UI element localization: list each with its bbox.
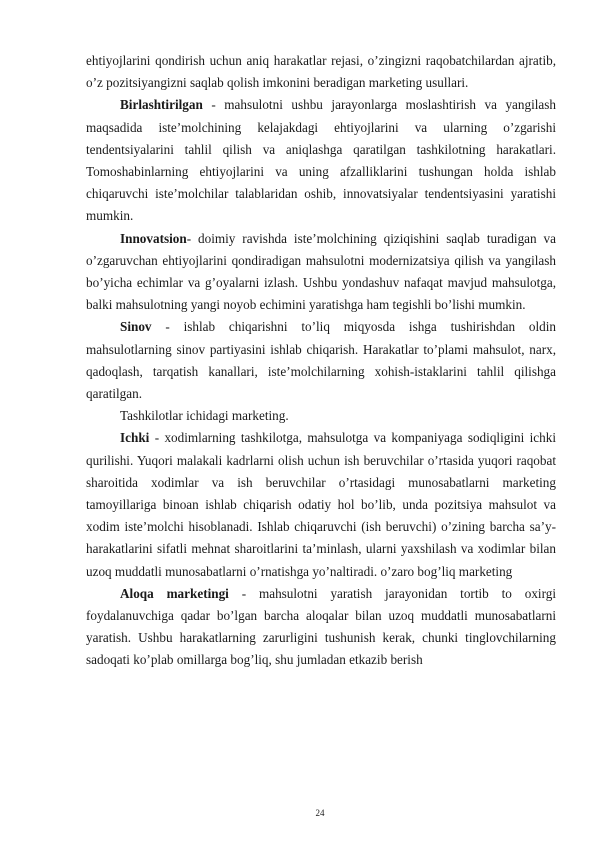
body-text <box>86 50 556 672</box>
paragraph-text: - mahsulotni yaratish jarayonidan tortib to oxirgi foydalanuvchiga qadar bo’lgan barcha aloqalar bilan uzoq muddatli munosabatlarni yaratish. Ushbu harakatlarning zarurligini tushunish kerak, chunki tinglovchilarning sadoqati ko’plab omillarga bog’liq, shu jumladan etkazib berish <box>86 585 556 668</box>
paragraph-text: - ishlab chiqarishni to’liq miqyosda ishga tushirishdan oldin mahsulotlarning sinov partiyasini ishlab chiqarish. Harakatlar to’plami mahsulot, narx, qadoqlash, tarqatish kanallari, iste’molchilarning xohish-istaklarini tahlil qilishga qaratilgan. <box>86 319 556 402</box>
term-aloqa-marketingi: Aloqa marketingi <box>120 585 229 601</box>
paragraph-text: - xodimlarning tashkilotga, mahsulotga va kompaniyaga sodiqligini ichki qurilishi. Yuqori malakali kadrlarni olish uchun ish beruvchilar o’rtasida yuqori raqobat sharoitida xodimlar va ish beruvchilar o’rtasidagi munosabatlarni marketing tamoyillariga binoan ishlab chiqarish odatiy hol bo’lib, unda pozitsiya mahsulot va xodim iste’molchi hisoblanadi. Ishlab chiqaruvchi (ish beruvchi) o’zining barcha sa’y-harakatlarini sifatli mehnat sharoitlarini ta’minlash, ularni yaxshilash va xodimlar bilan uzoq muddatli munosabatlarni o’rnatishga yo’naltiradi. o’zaro bog’liq marketing <box>86 430 556 579</box>
term-innovatsion: Innovatsion <box>120 230 187 246</box>
paragraph-continuation <box>86 50 556 94</box>
paragraph-text: - doimiy ravishda iste’molchining qiziqishini saqlab turadigan va o’zgaruvchan ehtiyojlarini qondiradigan mahsulotni modernizatsiya qilish va yangilash bo’yicha echimlar va g’oyalarni izlash. Ushbu yondashuv nafaqat mavjud mahsulotga, balki mahsulotning yangi noyob echimini yaratishga ham tegishli bo’lishi mumkin. <box>86 230 556 313</box>
term-birlashtirilgan: Birlashtirilgan <box>120 97 203 113</box>
paragraph-text: ehtiyojlarini qondirish uchun aniq harakatlar rejasi, o’zingizni raqobatchilardan ajratib, o’z pozitsiyangizni saqlab qolish imkonini beradigan marketing usullari. <box>86 53 556 91</box>
term-sinov: Sinov <box>120 319 152 335</box>
term-ichki: Ichki <box>120 430 150 446</box>
paragraph-aloqa-marketingi <box>86 583 556 672</box>
paragraph-sinov <box>86 316 556 405</box>
paragraph-subheading <box>86 405 556 427</box>
paragraph-innovatsion <box>86 228 556 317</box>
paragraph-text: Tashkilotlar ichidagi marketing. <box>120 408 289 424</box>
page-number: 24 <box>315 808 325 818</box>
paragraph-birlashtirilgan <box>86 94 556 227</box>
paragraph-ichki <box>86 427 556 582</box>
paragraph-text: - mahsulotni ushbu jarayonlarga moslashtirish va yangilash maqsadida iste’molchining kelajakdagi ehtiyojlarini va ularning o’zgarishi tendentsiyalarini tahlil qilish va aniqlashga qaratilgan tashkilotning harakatlari. Tomoshabinlarning ehtiyojlarini va uning afzalliklarini tushungan holda ishlab chiqaruvchi iste’molchilar talablaridan oshib, innovatsiyalar tendentsiyasini yaratishi mumkin. <box>86 97 556 224</box>
